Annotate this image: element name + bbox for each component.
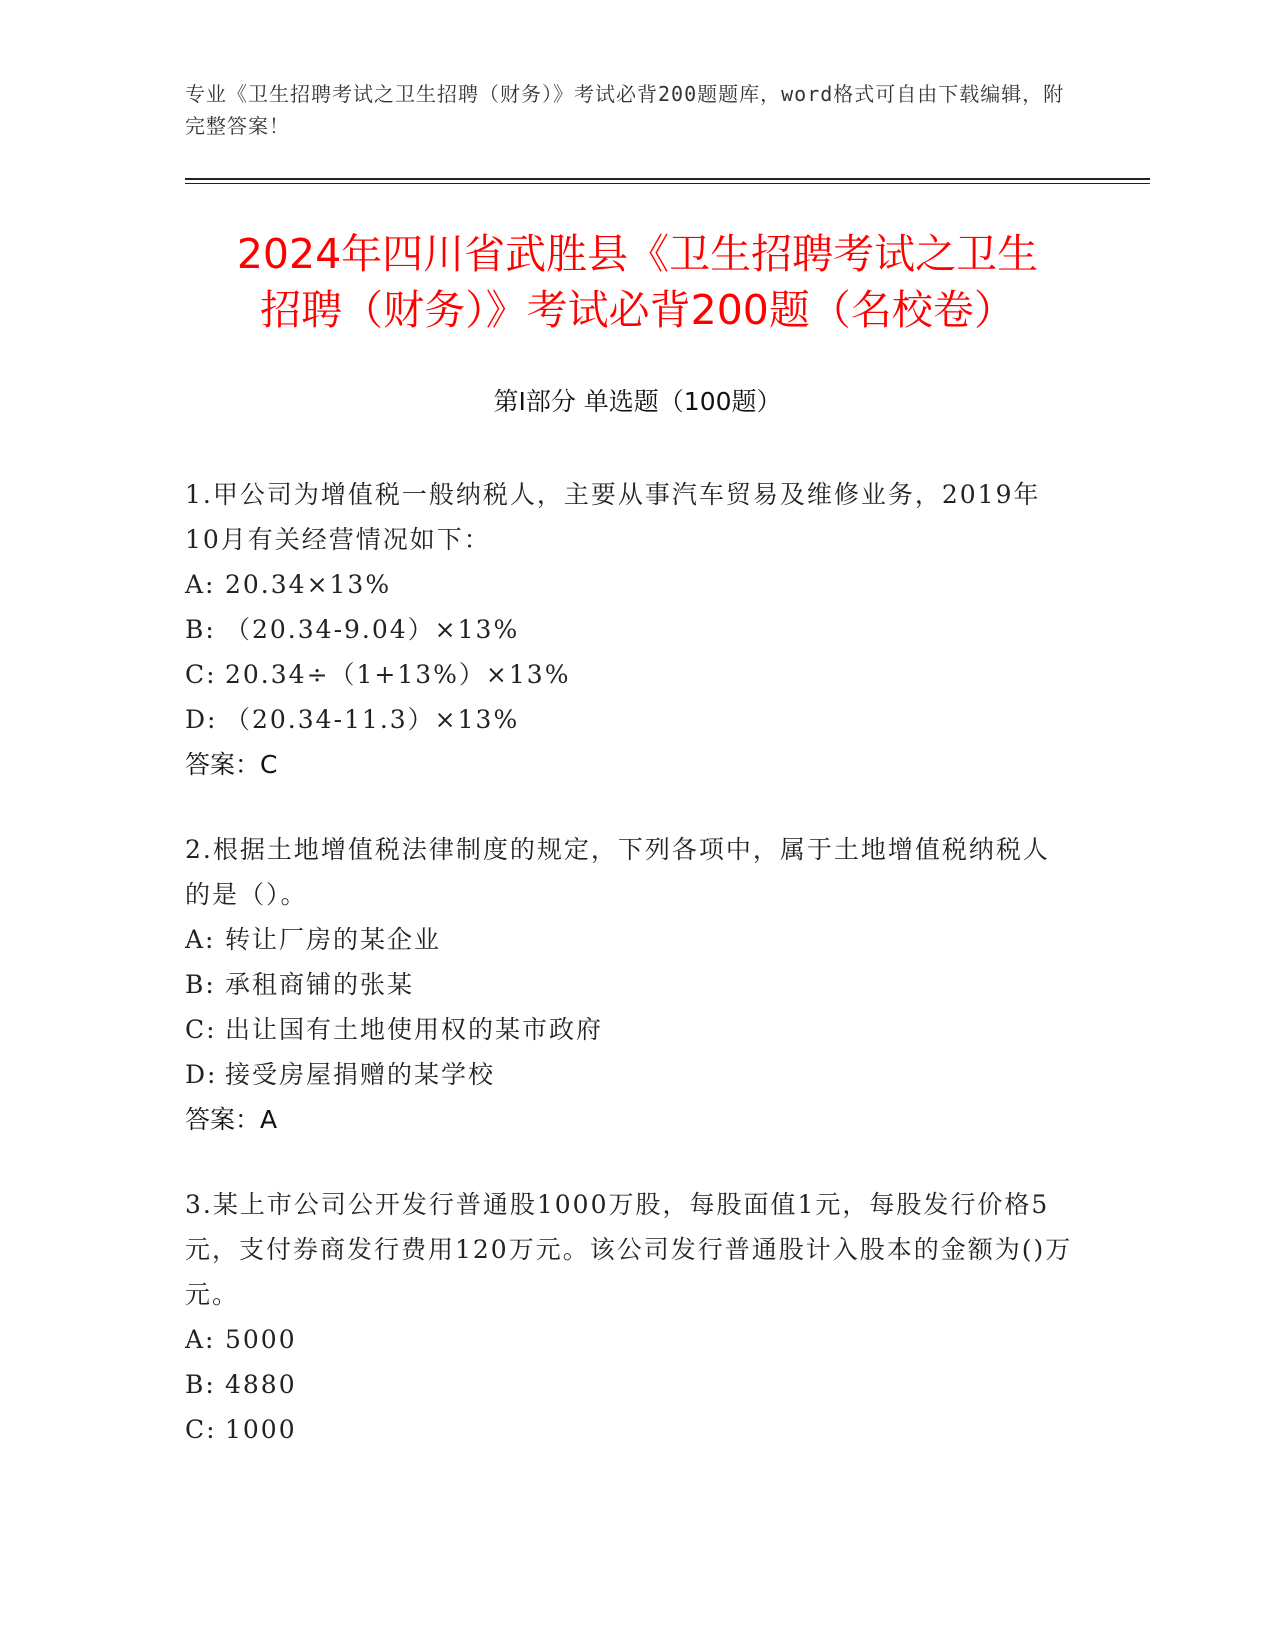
document-title <box>150 226 1125 338</box>
option-d <box>185 697 1075 742</box>
option-letter: A: <box>185 925 216 954</box>
option-text: 承租商铺的张某 <box>225 970 415 999</box>
question-2 <box>185 827 1075 1142</box>
option-letter: C: <box>185 1415 217 1444</box>
option-c <box>185 1407 1075 1452</box>
header-divider-thick <box>185 178 1150 180</box>
option-text: 20.34×13% <box>225 570 392 599</box>
option-a <box>185 1317 1075 1362</box>
question-3 <box>185 1182 1075 1452</box>
question-stem: 3.某上市公司公开发行普通股1000万股，每股面值1元，每股发行价格5元，支付券商发行费用120万元。该公司发行普通股计入股本的金额为()万元。 <box>185 1190 1073 1309</box>
option-letter: B: <box>185 615 216 644</box>
document-title-line-2: 招聘（财务）》考试必背200题（名校卷） <box>260 286 1015 334</box>
option-a <box>185 917 1075 962</box>
option-text: 接受房屋捐赠的某学校 <box>225 1060 496 1089</box>
section-heading: 第I部分 单选题（100题） <box>493 387 782 416</box>
question-stem: 2.根据土地增值税法律制度的规定，下列各项中，属于土地增值税纳税人的是（）。 <box>185 835 1050 909</box>
question-stem: 1.甲公司为增值税一般纳税人，主要从事汽车贸易及维修业务，2019年10月有关经营情况如下： <box>185 480 1041 554</box>
option-letter: D: <box>185 1060 218 1089</box>
option-text: （20.34-9.04）×13% <box>225 615 520 644</box>
option-b <box>185 607 1075 652</box>
option-letter: A: <box>185 570 216 599</box>
option-letter: C: <box>185 1015 217 1044</box>
option-text: （20.34-11.3）×13% <box>225 705 520 734</box>
option-a <box>185 562 1075 607</box>
option-letter: B: <box>185 1370 216 1399</box>
answer-line: 答案：A <box>185 1105 278 1134</box>
option-text: 转让厂房的某企业 <box>225 925 442 954</box>
document-title-line-1: 2024年四川省武胜县《卫生招聘考试之卫生 <box>236 230 1039 278</box>
option-text: 1000 <box>225 1415 297 1444</box>
option-d <box>185 1052 1075 1097</box>
option-b <box>185 962 1075 1007</box>
question-1 <box>185 472 1075 787</box>
option-c <box>185 652 1075 697</box>
option-text: 出让国有土地使用权的某市政府 <box>225 1015 604 1044</box>
option-text: 4880 <box>225 1370 297 1399</box>
header-divider-thin <box>185 183 1150 184</box>
option-text: 5000 <box>225 1325 297 1354</box>
option-letter: A: <box>185 1325 216 1354</box>
option-c <box>185 1007 1075 1052</box>
header-note: 专业《卫生招聘考试之卫生招聘（财务）》考试必背200题题库，word格式可自由下载编辑，附完整答案！ <box>185 82 1065 138</box>
option-letter: C: <box>185 660 217 689</box>
option-letter: D: <box>185 705 218 734</box>
question-list <box>185 472 1075 1492</box>
option-text: 20.34÷（1+13%）×13% <box>225 660 571 689</box>
answer-line: 答案：C <box>185 750 278 779</box>
option-letter: B: <box>185 970 216 999</box>
option-b <box>185 1362 1075 1407</box>
